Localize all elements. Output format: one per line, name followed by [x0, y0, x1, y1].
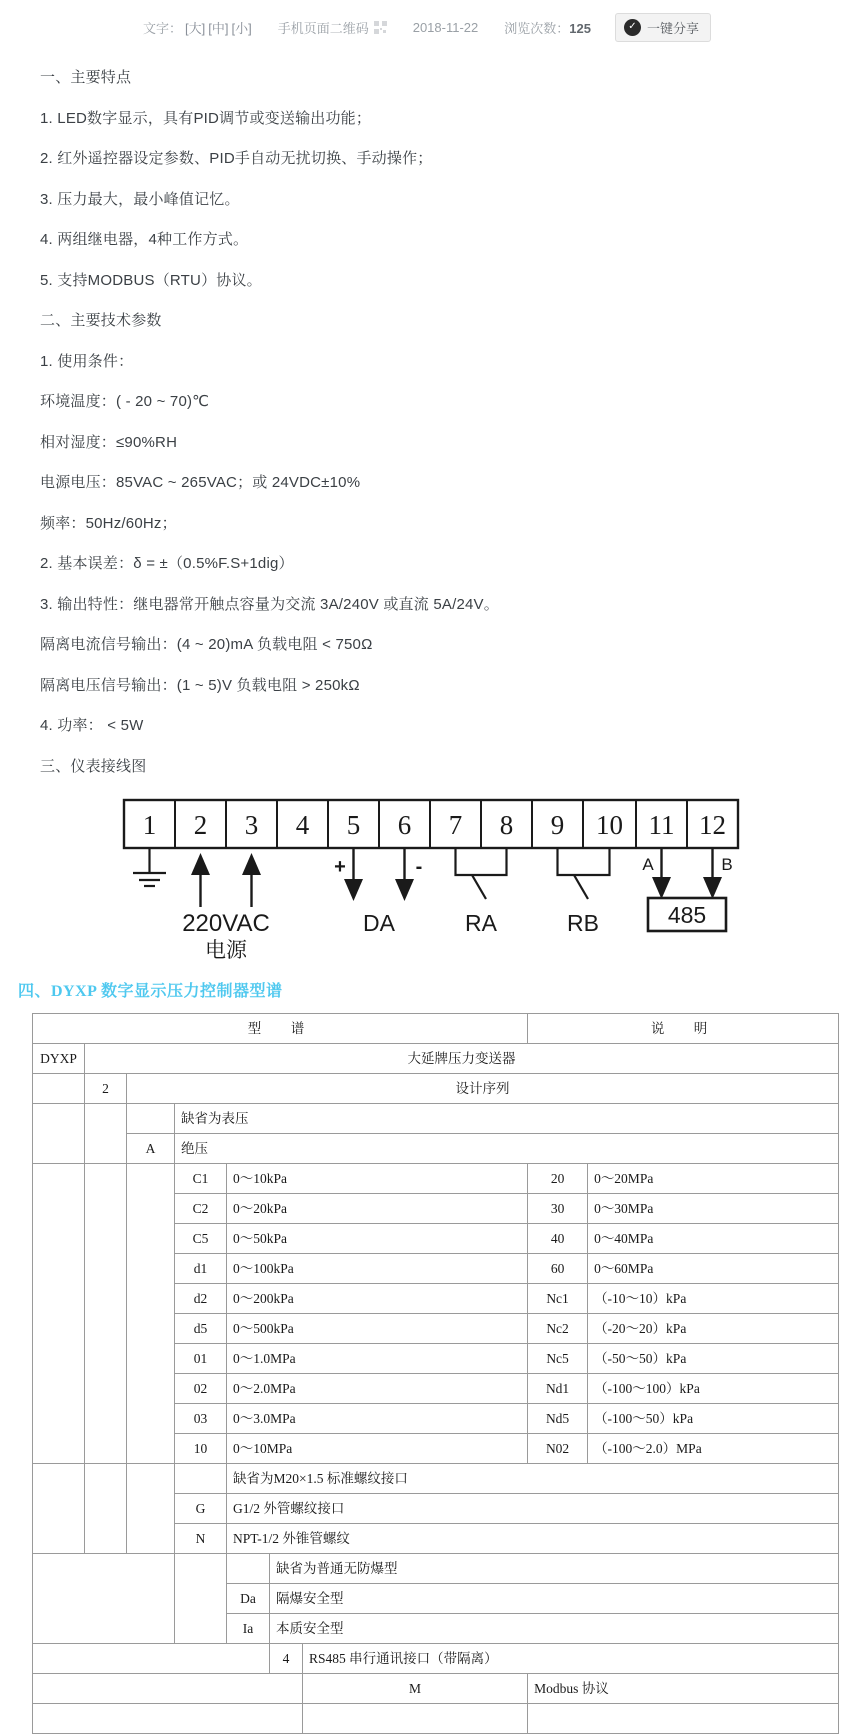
- explosion-code: Ia: [227, 1614, 270, 1644]
- share-button[interactable]: [615, 13, 711, 42]
- range-code-2: 30: [528, 1194, 588, 1224]
- range-value-2: （-100～100）kPa: [588, 1374, 839, 1404]
- range-code: C5: [175, 1224, 227, 1254]
- thread-code: [175, 1464, 227, 1494]
- range-value: 0～20kPa: [227, 1194, 528, 1224]
- share-button-label: 一键分享: [646, 20, 699, 36]
- row-spacer: [33, 1704, 303, 1734]
- terminal-number: 8: [499, 810, 514, 840]
- range-code-2: Nc1: [528, 1284, 588, 1314]
- range-value: 0～100kPa: [227, 1254, 528, 1284]
- range-value: 0～1.0MPa: [227, 1344, 528, 1374]
- range-value-2: （-10～10）kPa: [588, 1284, 839, 1314]
- article-paragraph: 2. 基本误差：δ = ±（0.5%F.S+1dig）: [40, 555, 294, 572]
- ground-symbol-icon: [133, 848, 166, 886]
- range-value-2: 0～20MPa: [588, 1164, 839, 1194]
- terminal-number: 9: [550, 810, 565, 840]
- table-row: [33, 1674, 839, 1704]
- range-code-2: 20: [528, 1164, 588, 1194]
- view-count: [504, 18, 591, 37]
- row-spacer: [85, 1464, 127, 1554]
- power-sublabel: 电源: [205, 938, 247, 962]
- range-value-2: 0～60MPa: [588, 1254, 839, 1284]
- comm-code: 4: [270, 1644, 303, 1674]
- row-spacer: [127, 1164, 175, 1464]
- rs485-label: 485: [667, 902, 707, 928]
- row-code: [127, 1104, 175, 1134]
- table-row: [33, 1164, 839, 1194]
- range-code: 10: [175, 1434, 227, 1464]
- article-paragraph: 隔离电流信号输出：(4 ~ 20)mA 负载电阻 < 750Ω: [40, 636, 373, 653]
- terminal-number: 7: [448, 810, 463, 840]
- font-size-label: 文字：: [142, 20, 182, 36]
- row-desc: 大延牌压力变送器: [85, 1044, 839, 1074]
- power-label: 220VAC: [182, 910, 270, 937]
- article-paragraph: 3. 压力最大，最小峰值记忆。: [40, 190, 240, 208]
- explosion-code: [227, 1554, 270, 1584]
- row-code: DYXP: [33, 1044, 85, 1074]
- range-value-2: （-20～20）kPa: [588, 1314, 839, 1344]
- article-paragraph: 一、主要特点: [40, 69, 132, 86]
- range-value: 0～10kPa: [227, 1164, 528, 1194]
- view-count-value: 125: [569, 20, 591, 36]
- range-code: C2: [175, 1194, 227, 1224]
- table-row: [33, 1644, 839, 1674]
- range-code: 02: [175, 1374, 227, 1404]
- range-code-2: Nc2: [528, 1314, 588, 1344]
- comm-desc: RS485 串行通讯接口（带隔离）: [303, 1644, 839, 1674]
- range-value-2: 0～40MPa: [588, 1224, 839, 1254]
- table-row-clipped: [33, 1704, 839, 1734]
- terminal-number: 1: [142, 810, 157, 840]
- table-row: [33, 1554, 839, 1584]
- article-paragraph: 1. 使用条件：: [40, 352, 134, 370]
- row-spacer: [33, 1554, 175, 1644]
- range-value: 0～200kPa: [227, 1284, 528, 1314]
- row-desc: 绝压: [175, 1134, 839, 1164]
- explosion-code: Da: [227, 1584, 270, 1614]
- table-header-model: 型 谱: [33, 1014, 528, 1044]
- publish-date: 2018-11-22: [412, 19, 479, 35]
- ra-label: RA: [465, 910, 497, 936]
- article-paragraph: 二、主要技术参数: [40, 312, 162, 329]
- qr-code-icon[interactable]: [374, 21, 387, 34]
- model-spec-table: [32, 1013, 839, 1734]
- range-code: d5: [175, 1314, 227, 1344]
- table-row: [33, 1104, 839, 1134]
- row-spacer: [85, 1104, 127, 1164]
- section-4-heading: 四、DYXP 数字显示压力控制器型谱: [18, 983, 283, 1000]
- table-row: [33, 1044, 839, 1074]
- article-paragraph: 1. LED数字显示，具有PID调节或变送输出功能；: [40, 109, 372, 127]
- range-value: 0～500kPa: [227, 1314, 528, 1344]
- row-code: 2: [85, 1074, 127, 1104]
- row-desc: 缺省为表压: [175, 1104, 839, 1134]
- article-meta-bar: [0, 0, 854, 50]
- terminal-number: 5: [346, 810, 361, 840]
- model-spec-table-container: [0, 1013, 854, 1734]
- relay-rb-icon: [558, 848, 610, 899]
- terminal-number: 10: [596, 810, 623, 840]
- range-code-2: 40: [528, 1224, 588, 1254]
- row-spacer: [303, 1704, 528, 1734]
- row-spacer: [85, 1164, 127, 1464]
- rs485-arrows-icon: [652, 848, 722, 899]
- explosion-desc: 缺省为普通无防爆型: [270, 1554, 839, 1584]
- range-value-2: （-50～50）kPa: [588, 1344, 839, 1374]
- da-label: DA: [363, 910, 395, 936]
- view-count-label: 浏览次数：: [504, 20, 570, 36]
- article-paragraph: 2. 红外遥控器设定参数、PID手自动无扰切换、手动操作；: [40, 150, 433, 167]
- wiring-diagram: [0, 795, 854, 970]
- article-paragraph: 相对湿度：≤90%RH: [40, 433, 178, 451]
- terminal-number: 12: [699, 810, 726, 840]
- rb-label: RB: [567, 910, 599, 936]
- row-spacer: [127, 1464, 175, 1554]
- terminal-number: 4: [295, 810, 310, 840]
- table-row: [33, 1464, 839, 1494]
- article-paragraph: 5. 支持MODBUS（RTU）协议。: [40, 271, 262, 289]
- range-value-2: 0～30MPa: [588, 1194, 839, 1224]
- row-spacer: [33, 1104, 85, 1164]
- range-code-2: Nd1: [528, 1374, 588, 1404]
- range-code-2: 60: [528, 1254, 588, 1284]
- row-spacer: [33, 1464, 85, 1554]
- da-arrows-icon: [344, 848, 414, 901]
- terminal-number: 3: [244, 810, 259, 840]
- article-paragraph: 电源电压：85VAC ~ 265VAC；或 24VDC±10%: [40, 474, 361, 491]
- article-paragraph: 环境温度：( - 20 ~ 70)℃: [40, 393, 210, 410]
- power-arrows-icon: [191, 853, 261, 907]
- article-paragraph: 隔离电压信号输出：(1 ~ 5)V 负载电阻 > 250kΩ: [40, 676, 360, 694]
- range-code-2: Nd5: [528, 1404, 588, 1434]
- rs485-b-label: B: [721, 855, 733, 874]
- range-value: 0～2.0MPa: [227, 1374, 528, 1404]
- table-row: [33, 1074, 839, 1104]
- range-value-2: （-100～2.0）MPa: [588, 1434, 839, 1464]
- article-paragraph: 4. 功率： < 5W: [40, 717, 144, 734]
- explosion-desc: 隔爆安全型: [270, 1584, 839, 1614]
- range-code: d1: [175, 1254, 227, 1284]
- range-value-2: （-100～50）kPa: [588, 1404, 839, 1434]
- range-code: 01: [175, 1344, 227, 1374]
- rs485-a-label: A: [642, 855, 654, 874]
- comm-desc: Modbus 协议: [528, 1674, 839, 1704]
- font-size-control: [143, 18, 252, 37]
- terminal-number: 2: [193, 810, 208, 840]
- row-spacer: [33, 1164, 85, 1464]
- relay-ra-icon: [456, 848, 507, 899]
- row-spacer: [528, 1704, 839, 1734]
- range-code: C1: [175, 1164, 227, 1194]
- thread-code: N: [175, 1524, 227, 1554]
- share-check-icon: ✓: [624, 19, 641, 36]
- font-size-medium-link[interactable]: [中]: [208, 20, 229, 36]
- terminal-numbers: [143, 810, 726, 840]
- row-spacer: [33, 1644, 270, 1674]
- thread-desc: G1/2 外管螺纹接口: [227, 1494, 839, 1524]
- row-spacer: [33, 1074, 85, 1104]
- thread-code: G: [175, 1494, 227, 1524]
- range-code-2: Nc5: [528, 1344, 588, 1374]
- range-code-2: N02: [528, 1434, 588, 1464]
- terminal-number: 6: [397, 810, 412, 840]
- range-value: 0～50kPa: [227, 1224, 528, 1254]
- table-header-row: [33, 1014, 839, 1044]
- font-size-small-link[interactable]: [小]: [231, 20, 252, 36]
- range-code: 03: [175, 1404, 227, 1434]
- row-spacer: [175, 1554, 227, 1644]
- row-code: A: [127, 1134, 175, 1164]
- mobile-qr-label: 手机页面二维码: [277, 20, 369, 36]
- range-code: d2: [175, 1284, 227, 1314]
- range-value: 0～3.0MPa: [227, 1404, 528, 1434]
- article-body: [0, 50, 854, 787]
- explosion-desc: 本质安全型: [270, 1614, 839, 1644]
- thread-desc: NPT-1/2 外锥管螺纹: [227, 1524, 839, 1554]
- article-paragraph: 频率：50Hz/60Hz；: [40, 514, 177, 532]
- article-paragraph: 3. 输出特性：继电器常开触点容量为交流 3A/240V 或直流 5A/24V。: [40, 595, 499, 613]
- font-size-large-link[interactable]: [大]: [185, 20, 206, 36]
- article-paragraph: 三、仪表接线图: [40, 757, 147, 775]
- range-value: 0～10MPa: [227, 1434, 528, 1464]
- article-paragraph: 4. 两组继电器，4种工作方式。: [40, 231, 249, 248]
- mobile-qr-control[interactable]: [278, 18, 387, 37]
- row-desc: 设计序列: [127, 1074, 839, 1104]
- table-row: [33, 1134, 839, 1164]
- da-minus-label: -: [415, 856, 423, 878]
- da-plus-label: +: [334, 856, 346, 878]
- thread-desc: 缺省为M20×1.5 标准螺纹接口: [227, 1464, 839, 1494]
- table-header-desc: 说 明: [528, 1014, 839, 1044]
- row-spacer: [33, 1674, 303, 1704]
- comm-code: M: [303, 1674, 528, 1704]
- terminal-number: 11: [648, 810, 675, 840]
- wiring-diagram-svg: [0, 795, 854, 970]
